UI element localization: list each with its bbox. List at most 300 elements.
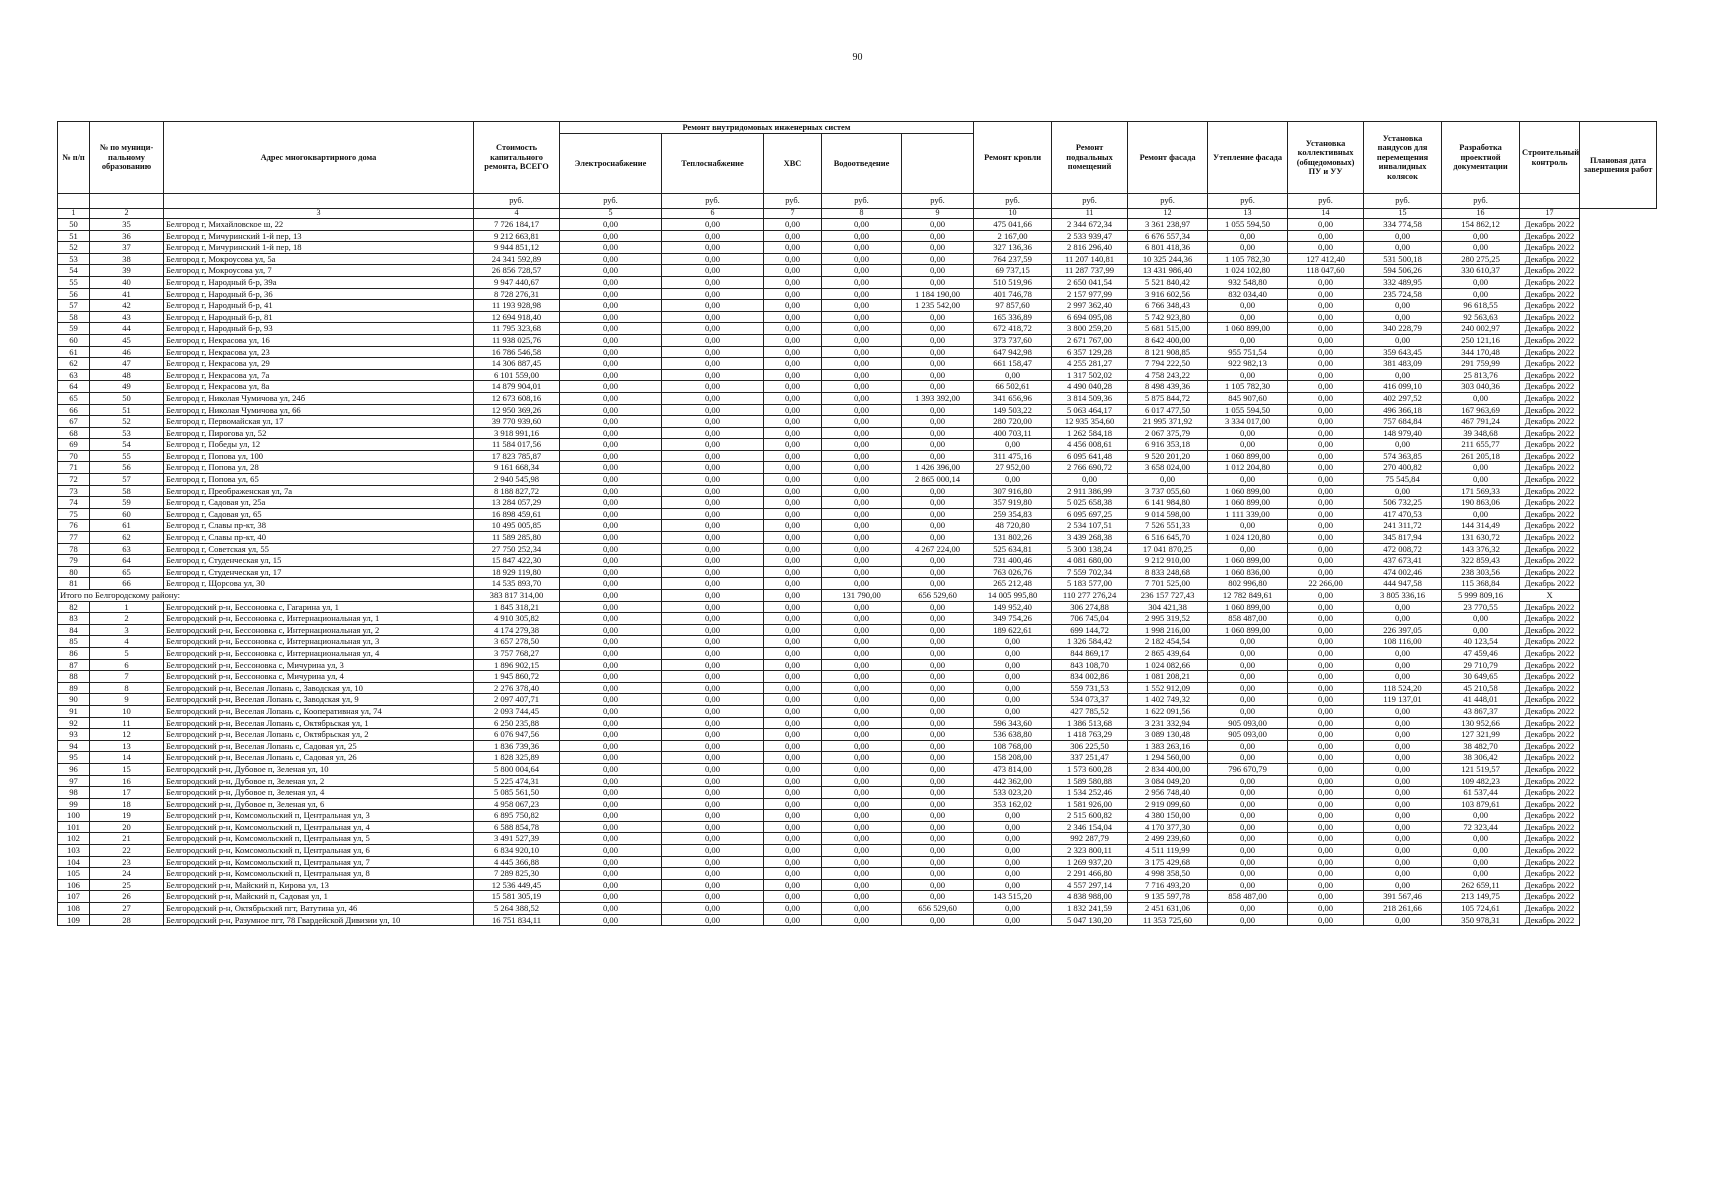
value-cell: 24 341 592,89 (474, 253, 560, 265)
value-cell: 8 498 439,36 (1128, 381, 1208, 393)
value-cell: 0,00 (1208, 856, 1288, 868)
value-cell: 0,00 (902, 659, 974, 671)
date-cell: Декабрь 2022 (1520, 636, 1580, 648)
address-cell: Белгород г, Некрасова ул, 29 (164, 358, 474, 370)
value-cell: 0,00 (662, 624, 764, 636)
address-cell: Белгородский р-н, Комсомольский п, Центральная ул, 3 (164, 810, 474, 822)
value-cell: 0,00 (560, 334, 662, 346)
value-cell: 4 380 150,00 (1128, 810, 1208, 822)
value-cell: 0,00 (902, 334, 974, 346)
value-cell: 0,00 (662, 288, 764, 300)
value-cell: 0,00 (822, 230, 902, 242)
value-cell: 0,00 (1052, 474, 1128, 486)
value-cell: 5 225 474,31 (474, 775, 560, 787)
value-cell: 0,00 (662, 856, 764, 868)
total-value-cell: 236 157 727,43 (1128, 590, 1208, 602)
value-cell: 0,00 (902, 265, 974, 277)
unit-label: руб. (1288, 194, 1364, 209)
value-cell: 706 745,04 (1052, 613, 1128, 625)
value-cell: 0,00 (1442, 288, 1520, 300)
row-number: 63 (58, 369, 90, 381)
value-cell: 0,00 (822, 833, 902, 845)
value-cell: 0,00 (902, 485, 974, 497)
table-row (58, 555, 1657, 567)
address-cell: Белгород г, Народный б-р, 41 (164, 300, 474, 312)
value-cell: 115 368,84 (1442, 578, 1520, 590)
value-cell: 0,00 (1208, 879, 1288, 891)
value-cell: 0,00 (1208, 543, 1288, 555)
value-cell: 474 002,46 (1364, 566, 1442, 578)
value-cell: 0,00 (822, 369, 902, 381)
value-cell: 534 073,37 (1052, 694, 1128, 706)
value-cell: 5 521 840,42 (1128, 276, 1208, 288)
value-cell: 0,00 (764, 694, 822, 706)
value-cell: 3 918 991,16 (474, 427, 560, 439)
value-cell: 0,00 (1208, 821, 1288, 833)
value-cell: 1 060 899,00 (1208, 323, 1288, 335)
row-number: 107 (58, 891, 90, 903)
value-cell: 5 800 004,64 (474, 763, 560, 775)
value-cell: 0,00 (822, 868, 902, 880)
row-number: 61 (58, 346, 90, 358)
row-number: 89 (58, 682, 90, 694)
munic-number: 17 (90, 787, 164, 799)
value-cell: 96 618,55 (1442, 300, 1520, 312)
value-cell: 9 014 598,00 (1128, 508, 1208, 520)
value-cell: 0,00 (902, 497, 974, 509)
value-cell: 0,00 (902, 416, 974, 428)
value-cell: 0,00 (1364, 705, 1442, 717)
value-cell: 0,00 (662, 891, 764, 903)
date-cell: Декабрь 2022 (1520, 578, 1580, 590)
value-cell: 0,00 (902, 810, 974, 822)
value-cell: 0,00 (1288, 879, 1364, 891)
table-row (58, 647, 1657, 659)
value-cell: 0,00 (902, 763, 974, 775)
munic-number: 50 (90, 392, 164, 404)
total-value-cell: 131 790,00 (822, 590, 902, 602)
value-cell: 0,00 (902, 798, 974, 810)
date-cell: Декабрь 2022 (1520, 404, 1580, 416)
value-cell: 0,00 (662, 671, 764, 683)
address-cell: Белгородский р-н, Разумное пгт, 78 Гвардейской Дивизии ул, 10 (164, 914, 474, 926)
value-cell: 190 863,06 (1442, 497, 1520, 509)
row-number: 77 (58, 532, 90, 544)
value-cell: 0,00 (764, 624, 822, 636)
value-cell: 0,00 (1288, 752, 1364, 764)
munic-number: 18 (90, 798, 164, 810)
value-cell: 0,00 (1288, 647, 1364, 659)
address-cell: Белгород г, Народный б-р, 39а (164, 276, 474, 288)
value-cell: 0,00 (902, 787, 974, 799)
row-number: 71 (58, 462, 90, 474)
value-cell: 3 361 238,97 (1128, 219, 1208, 231)
value-cell: 15 847 422,30 (474, 555, 560, 567)
value-cell: 0,00 (822, 763, 902, 775)
date-cell: Декабрь 2022 (1520, 856, 1580, 868)
row-number: 103 (58, 845, 90, 857)
address-cell: Белгород г, Щорсова ул, 30 (164, 578, 474, 590)
value-cell: 0,00 (662, 485, 764, 497)
value-cell: 6 141 984,80 (1128, 497, 1208, 509)
value-cell: 1 055 594,50 (1208, 404, 1288, 416)
value-cell: 0,00 (1288, 763, 1364, 775)
unit-label: руб. (1364, 194, 1442, 209)
value-cell: 0,00 (764, 705, 822, 717)
value-cell: 0,00 (560, 705, 662, 717)
header-total-cost: Стоимость капитального ремонта, ВСЕГО (474, 122, 560, 194)
value-cell: 0,00 (1208, 810, 1288, 822)
value-cell: 0,00 (1208, 334, 1288, 346)
value-cell: 307 916,80 (974, 485, 1052, 497)
value-cell: 0,00 (662, 578, 764, 590)
value-cell: 0,00 (764, 740, 822, 752)
row-number: 74 (58, 497, 90, 509)
value-cell: 0,00 (1208, 740, 1288, 752)
date-cell: Декабрь 2022 (1520, 868, 1580, 880)
value-cell: 0,00 (662, 763, 764, 775)
value-cell: 0,00 (764, 903, 822, 915)
value-cell: 11 795 323,68 (474, 323, 560, 335)
value-cell: 1 998 216,00 (1128, 624, 1208, 636)
date-cell: Декабрь 2022 (1520, 392, 1580, 404)
address-cell: Белгородский р-н, Веселая Лопань с, Кооперативная ул, 74 (164, 705, 474, 717)
value-cell: 0,00 (974, 474, 1052, 486)
munic-number: 12 (90, 729, 164, 741)
row-number: 106 (58, 879, 90, 891)
value-cell: 0,00 (764, 265, 822, 277)
munic-number: 42 (90, 300, 164, 312)
value-cell: 0,00 (560, 659, 662, 671)
value-cell: 0,00 (1288, 358, 1364, 370)
table-row (58, 230, 1657, 242)
table-row (58, 798, 1657, 810)
column-number: 8 (822, 209, 902, 219)
value-cell: 467 791,24 (1442, 416, 1520, 428)
value-cell: 905 093,00 (1208, 717, 1288, 729)
value-cell: 0,00 (822, 311, 902, 323)
table-row (58, 601, 1657, 613)
value-cell: 118 524,20 (1364, 682, 1442, 694)
value-cell: 0,00 (764, 891, 822, 903)
value-cell: 0,00 (764, 821, 822, 833)
value-cell: 0,00 (822, 555, 902, 567)
value-cell: 402 297,52 (1364, 392, 1442, 404)
total-label: Итого по Белгородскому району: (58, 590, 474, 602)
table-row (58, 763, 1657, 775)
date-cell: Декабрь 2022 (1520, 647, 1580, 659)
date-cell: Декабрь 2022 (1520, 845, 1580, 857)
value-cell: 0,00 (764, 555, 822, 567)
table-row (58, 810, 1657, 822)
header-design: Разработка проектной документации (1442, 122, 1520, 194)
value-cell: 0,00 (1288, 682, 1364, 694)
value-cell: 0,00 (560, 311, 662, 323)
unit-label: руб. (662, 194, 764, 209)
column-number: 13 (1208, 209, 1288, 219)
value-cell: 280 720,00 (974, 416, 1052, 428)
value-cell: 6 516 645,70 (1128, 532, 1208, 544)
value-cell: 472 008,72 (1364, 543, 1442, 555)
value-cell: 3 089 130,48 (1128, 729, 1208, 741)
table-row (58, 856, 1657, 868)
value-cell: 0,00 (902, 601, 974, 613)
value-cell: 0,00 (662, 752, 764, 764)
value-cell: 0,00 (560, 497, 662, 509)
value-cell: 0,00 (560, 578, 662, 590)
value-cell: 574 363,85 (1364, 450, 1442, 462)
munic-number: 19 (90, 810, 164, 822)
total-value-cell: 14 005 995,80 (974, 590, 1052, 602)
value-cell: 0,00 (662, 323, 764, 335)
value-cell: 0,00 (902, 253, 974, 265)
value-cell: 0,00 (1288, 601, 1364, 613)
value-cell: 5 025 658,38 (1052, 497, 1128, 509)
value-cell: 0,00 (822, 659, 902, 671)
value-cell: 0,00 (822, 682, 902, 694)
value-cell: 0,00 (764, 613, 822, 625)
value-cell: 241 311,72 (1364, 520, 1442, 532)
value-cell: 1 060 899,00 (1208, 450, 1288, 462)
value-cell: 0,00 (1288, 810, 1364, 822)
value-cell: 9 135 597,78 (1128, 891, 1208, 903)
date-cell: Декабрь 2022 (1520, 752, 1580, 764)
value-cell: 596 343,60 (974, 717, 1052, 729)
value-cell: 401 746,78 (974, 288, 1052, 300)
value-cell: 0,00 (560, 532, 662, 544)
value-cell: 16 751 834,11 (474, 914, 560, 926)
value-cell: 0,00 (1364, 659, 1442, 671)
date-cell: Декабрь 2022 (1520, 346, 1580, 358)
value-cell: 0,00 (822, 520, 902, 532)
value-cell: 0,00 (560, 219, 662, 231)
value-cell: 332 489,95 (1364, 276, 1442, 288)
value-cell: 167 963,69 (1442, 404, 1520, 416)
value-cell: 6 766 348,43 (1128, 300, 1208, 312)
value-cell: 1 060 899,00 (1208, 497, 1288, 509)
value-cell: 0,00 (560, 520, 662, 532)
value-cell: 0,00 (560, 392, 662, 404)
value-cell: 0,00 (662, 740, 764, 752)
value-cell: 0,00 (902, 705, 974, 717)
value-cell: 0,00 (1364, 439, 1442, 451)
value-cell: 130 952,66 (1442, 717, 1520, 729)
value-cell: 0,00 (1288, 230, 1364, 242)
date-cell: Декабрь 2022 (1520, 497, 1580, 509)
value-cell: 0,00 (822, 798, 902, 810)
value-cell: 61 537,44 (1442, 787, 1520, 799)
address-cell: Белгородский р-н, Комсомольский п, Центральная ул, 7 (164, 856, 474, 868)
value-cell: 0,00 (1364, 879, 1442, 891)
value-cell: 442 362,00 (974, 775, 1052, 787)
munic-number: 10 (90, 705, 164, 717)
value-cell: 1 326 584,42 (1052, 636, 1128, 648)
value-cell: 0,00 (1208, 694, 1288, 706)
munic-number: 66 (90, 578, 164, 590)
value-cell: 0,00 (560, 798, 662, 810)
munic-number: 59 (90, 497, 164, 509)
row-number: 54 (58, 265, 90, 277)
value-cell: 0,00 (822, 856, 902, 868)
value-cell: 0,00 (560, 346, 662, 358)
value-cell: 0,00 (662, 787, 764, 799)
value-cell: 0,00 (822, 566, 902, 578)
value-cell: 2 940 545,98 (474, 474, 560, 486)
value-cell: 992 287,79 (1052, 833, 1128, 845)
value-cell: 0,00 (974, 821, 1052, 833)
value-cell: 9 212 910,00 (1128, 555, 1208, 567)
munic-number: 11 (90, 717, 164, 729)
row-number: 88 (58, 671, 90, 683)
value-cell: 510 519,96 (974, 276, 1052, 288)
table-row (58, 752, 1657, 764)
value-cell: 0,00 (974, 705, 1052, 717)
table-row (58, 659, 1657, 671)
value-cell: 0,00 (764, 392, 822, 404)
value-cell: 2 276 378,40 (474, 682, 560, 694)
value-cell: 0,00 (560, 416, 662, 428)
column-number: 5 (560, 209, 662, 219)
value-cell: 14 879 904,01 (474, 381, 560, 393)
table-row (58, 787, 1657, 799)
value-cell: 0,00 (1208, 833, 1288, 845)
value-cell: 0,00 (764, 369, 822, 381)
value-cell: 0,00 (1208, 787, 1288, 799)
address-cell: Белгород г, Студенческая ул, 17 (164, 566, 474, 578)
value-cell: 0,00 (822, 694, 902, 706)
unit-label: руб. (1128, 194, 1208, 209)
value-cell: 0,00 (1208, 300, 1288, 312)
row-number: 104 (58, 856, 90, 868)
value-cell: 4 456 008,61 (1052, 439, 1128, 451)
value-cell: 400 703,11 (974, 427, 1052, 439)
value-cell: 0,00 (662, 903, 764, 915)
munic-number: 55 (90, 450, 164, 462)
value-cell: 594 506,26 (1364, 265, 1442, 277)
munic-number: 15 (90, 763, 164, 775)
unit-label: руб. (560, 194, 662, 209)
munic-number: 8 (90, 682, 164, 694)
value-cell: 1 402 749,32 (1128, 694, 1208, 706)
table-row (58, 717, 1657, 729)
munic-number: 46 (90, 346, 164, 358)
value-cell: 536 638,80 (974, 729, 1052, 741)
value-cell: 5 063 464,17 (1052, 404, 1128, 416)
row-number: 67 (58, 416, 90, 428)
row-number: 96 (58, 763, 90, 775)
table-row (58, 265, 1657, 277)
value-cell: 0,00 (1288, 694, 1364, 706)
value-cell: 0,00 (1288, 532, 1364, 544)
table-row (58, 358, 1657, 370)
column-number: 9 (902, 209, 974, 219)
value-cell: 0,00 (662, 276, 764, 288)
value-cell: 1 426 396,00 (902, 462, 974, 474)
address-cell: Белгородский р-н, Бессоновка с, Интернациональная ул, 4 (164, 647, 474, 659)
row-number: 57 (58, 300, 90, 312)
munic-number: 52 (90, 416, 164, 428)
value-cell: 0,00 (1288, 555, 1364, 567)
value-cell: 0,00 (662, 821, 764, 833)
value-cell: 0,00 (560, 729, 662, 741)
value-cell: 0,00 (764, 856, 822, 868)
address-cell: Белгород г, Михайловское ш, 22 (164, 219, 474, 231)
date-cell: Декабрь 2022 (1520, 879, 1580, 891)
value-cell: 0,00 (560, 242, 662, 254)
value-cell: 97 857,60 (974, 300, 1052, 312)
value-cell: 350 978,31 (1442, 914, 1520, 926)
date-cell: Декабрь 2022 (1520, 311, 1580, 323)
unit-label: руб. (1442, 194, 1520, 209)
value-cell: 0,00 (902, 450, 974, 462)
value-cell: 1 060 899,00 (1208, 485, 1288, 497)
address-cell: Белгород г, Народный б-р, 93 (164, 323, 474, 335)
value-cell: 344 170,48 (1442, 346, 1520, 358)
munic-number: 43 (90, 311, 164, 323)
value-cell: 0,00 (822, 300, 902, 312)
table-row (58, 474, 1657, 486)
table-row (58, 323, 1657, 335)
value-cell: 0,00 (1288, 508, 1364, 520)
row-number: 65 (58, 392, 90, 404)
value-cell: 0,00 (560, 358, 662, 370)
value-cell: 0,00 (764, 416, 822, 428)
total-value-cell: 0,00 (764, 590, 822, 602)
value-cell: 0,00 (1442, 474, 1520, 486)
value-cell: 4 511 119,99 (1128, 845, 1208, 857)
value-cell: 0,00 (902, 775, 974, 787)
table-row (58, 694, 1657, 706)
table-row (58, 520, 1657, 532)
column-number: 6 (662, 209, 764, 219)
table-row (58, 671, 1657, 683)
row-number: 52 (58, 242, 90, 254)
value-cell: 0,00 (1442, 508, 1520, 520)
value-cell: 0,00 (662, 845, 764, 857)
value-cell: 0,00 (1208, 775, 1288, 787)
address-cell: Белгородский р-н, Бессоновка с, Мичурина ул, 4 (164, 671, 474, 683)
value-cell: 0,00 (1288, 856, 1364, 868)
value-cell: 2 499 239,60 (1128, 833, 1208, 845)
value-cell: 0,00 (662, 729, 764, 741)
value-cell: 0,00 (764, 358, 822, 370)
value-cell: 0,00 (974, 671, 1052, 683)
munic-number: 64 (90, 555, 164, 567)
value-cell: 306 225,50 (1052, 740, 1128, 752)
value-cell: 5 681 515,00 (1128, 323, 1208, 335)
value-cell: 0,00 (822, 253, 902, 265)
value-cell: 5 264 388,52 (474, 903, 560, 915)
value-cell: 270 400,82 (1364, 462, 1442, 474)
value-cell: 0,00 (560, 427, 662, 439)
value-cell: 0,00 (902, 439, 974, 451)
value-cell: 0,00 (764, 462, 822, 474)
value-cell: 43 867,37 (1442, 705, 1520, 717)
row-number: 97 (58, 775, 90, 787)
value-cell: 0,00 (822, 613, 902, 625)
date-cell: Декабрь 2022 (1520, 219, 1580, 231)
value-cell: 0,00 (560, 775, 662, 787)
value-cell: 3 175 429,68 (1128, 856, 1208, 868)
value-cell: 2 515 600,82 (1052, 810, 1128, 822)
value-cell: 2 167,00 (974, 230, 1052, 242)
value-cell: 0,00 (560, 369, 662, 381)
value-cell: 0,00 (764, 242, 822, 254)
value-cell: 0,00 (1364, 613, 1442, 625)
value-cell: 0,00 (902, 311, 974, 323)
value-cell: 1 317 502,02 (1052, 369, 1128, 381)
value-cell: 858 487,00 (1208, 613, 1288, 625)
